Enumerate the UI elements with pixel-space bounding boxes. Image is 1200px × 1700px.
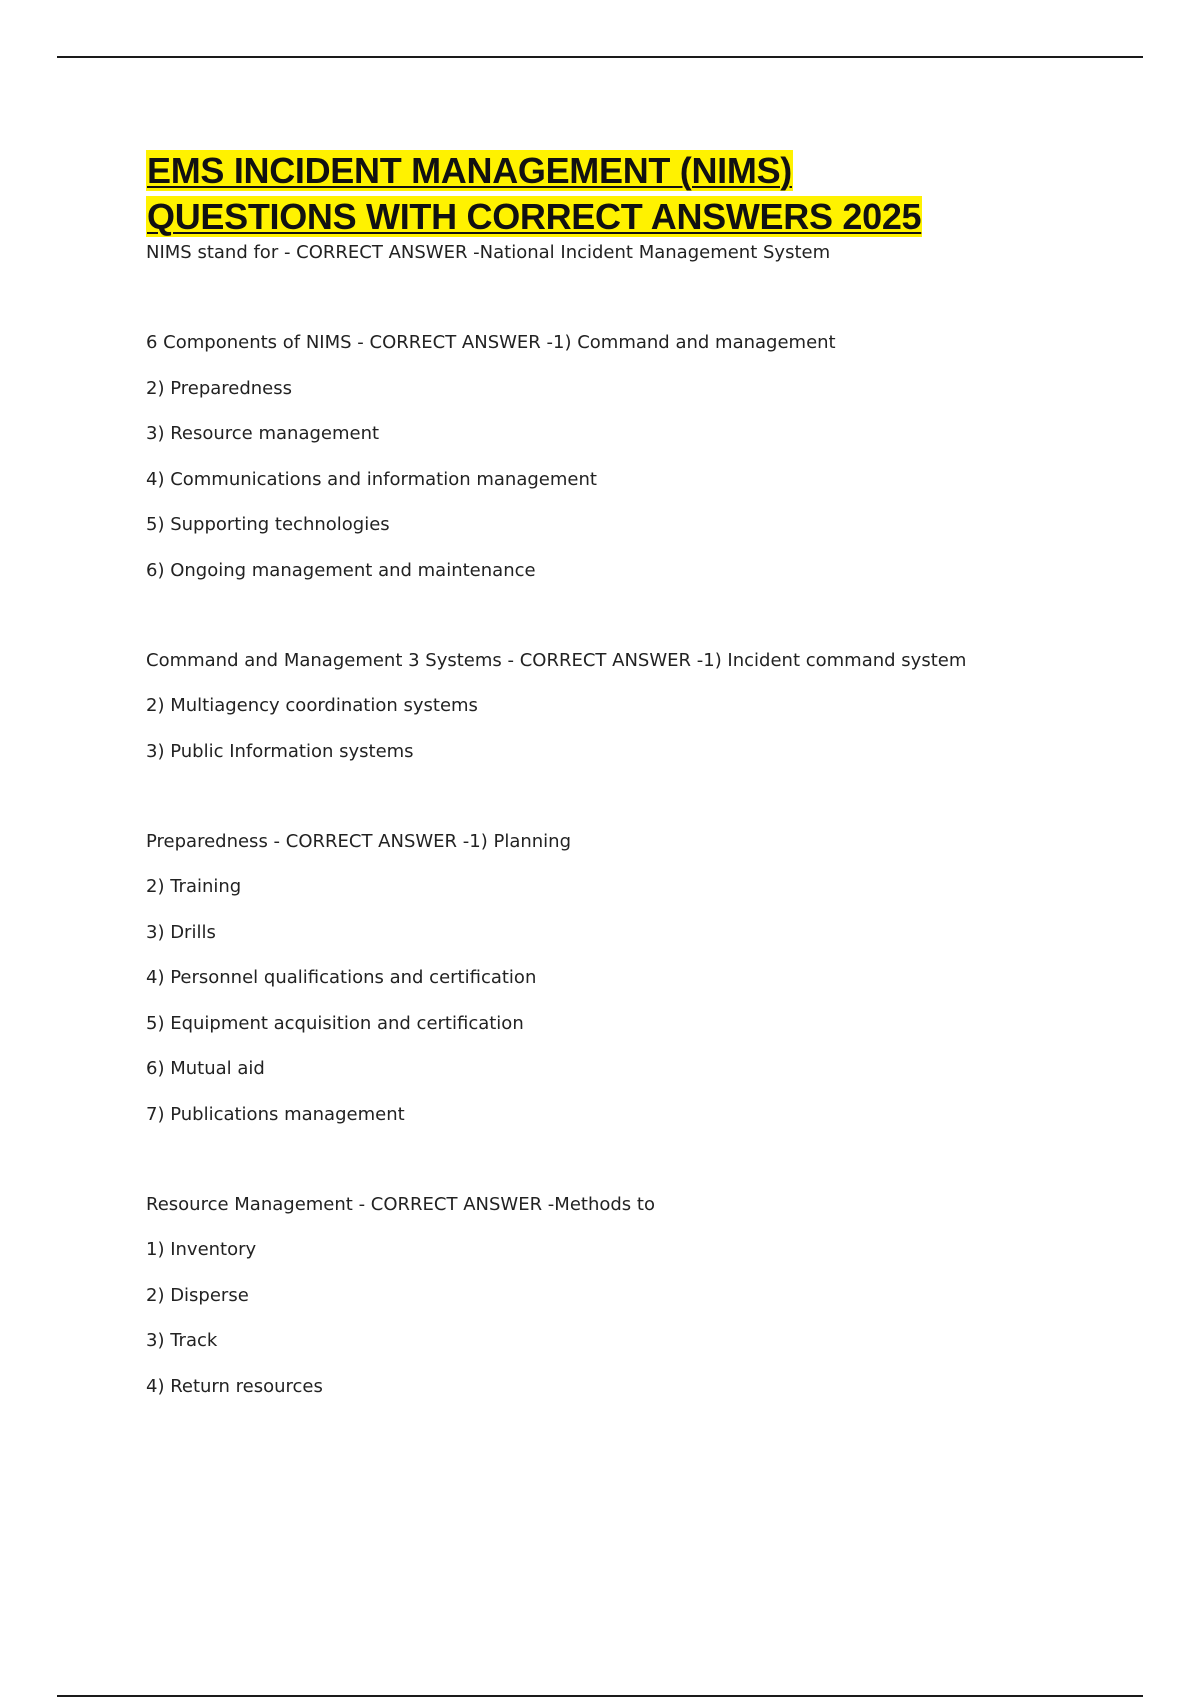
qa-section-resource-management — [146, 1194, 1086, 1398]
answer-item: 2) Preparedness — [146, 377, 293, 399]
title-line-2: QUESTIONS WITH CORRECT ANSWERS 2025 — [147, 196, 922, 237]
qa-section-preparedness — [146, 831, 1086, 1126]
question-line: Resource Management - CORRECT ANSWER -Methods to — [146, 1193, 655, 1215]
question-line: Preparedness - CORRECT ANSWER -1) Planning — [146, 830, 571, 852]
answer-item: 4) Personnel qualifications and certification — [146, 967, 537, 988]
answer-item: 1) Inventory — [146, 1239, 257, 1260]
title-line-1: EMS INCIDENT MANAGEMENT (NIMS) — [147, 150, 792, 191]
answer-item: 2) Multiagency coordination systems — [146, 695, 478, 716]
intro-line: NIMS stand for - CORRECT ANSWER -National Incident Management System — [146, 242, 831, 263]
bottom-rule — [57, 1695, 1143, 1697]
question-line: 6 Components of NIMS - CORRECT ANSWER -1) Command and management — [146, 332, 836, 353]
answer-item: 2) Disperse — [146, 1284, 249, 1306]
answer-item: 3) Resource management — [146, 423, 380, 444]
answer-item: 5) Supporting technologies — [146, 514, 390, 535]
answer-item: 3) Track — [146, 1330, 218, 1351]
document-body — [146, 148, 1086, 1398]
top-rule — [57, 56, 1143, 58]
question-line: Command and Management 3 Systems - CORRECT ANSWER -1) Incident command system — [146, 649, 967, 671]
qa-section-command-management — [146, 650, 1086, 763]
answer-item: 2) Training — [146, 876, 242, 897]
qa-section-components — [146, 332, 1086, 582]
answer-item: 3) Drills — [146, 921, 216, 943]
answer-item: 6) Ongoing management and maintenance — [146, 559, 536, 581]
document-title — [146, 148, 1086, 240]
answer-item: 4) Return resources — [146, 1375, 323, 1397]
answer-item: 3) Public Information systems — [146, 740, 414, 762]
answer-item: 6) Mutual aid — [146, 1058, 265, 1079]
answer-item: 5) Equipment acquisition and certification — [146, 1012, 524, 1034]
answer-item: 4) Communications and information management — [146, 468, 597, 490]
answer-item: 7) Publications management — [146, 1103, 405, 1125]
